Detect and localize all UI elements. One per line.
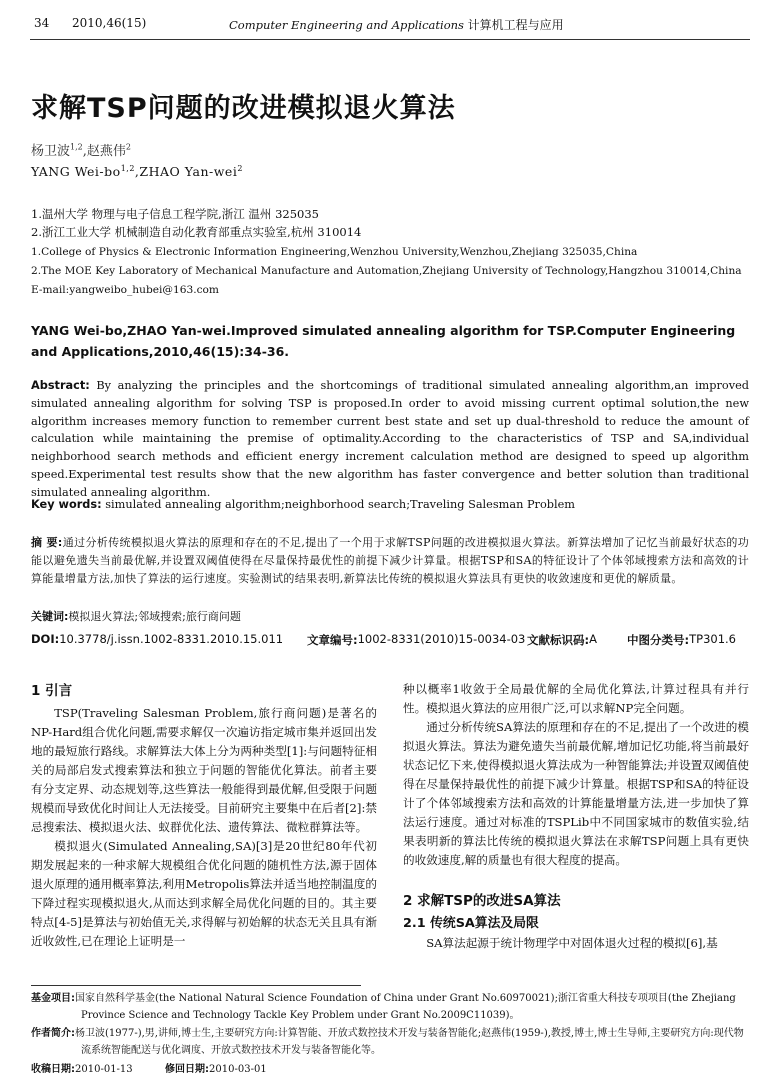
author-1-en-sup: 1,2	[120, 164, 135, 173]
journal-name-en: Computer Engineering and Applications	[229, 18, 464, 32]
body-paragraph: 模拟退火(Simulated Annealing,SA)[3]是20世纪80年代初期发展起来的一种求解大规模组合优化问题的随机性方法,源于固体退火原理的通用概率算法,利用Metropolis算法并适当地控制温度的下降过程实现模拟退火,从而达到求解全局优化问题的目的。其主要特点[4-5]是算法与初始值无关,求得解与初始解的状态无关且具有渐近收敛性,已在理论上证明是一	[31, 839, 377, 948]
footnote-bio	[31, 1025, 749, 1059]
affiliation-1-cn: 1.温州大学 物理与电子信息工程学院,浙江 温州 325035	[31, 207, 319, 221]
keywords-label: Key words:	[31, 498, 102, 511]
abstract-cn	[31, 534, 749, 587]
footnote-funding	[31, 990, 749, 1024]
affiliation-1-en: 1.College of Physics & Electronic Information Engineering,Wenzhou University,Wenzhou,Zhejiang 325035,China	[31, 246, 638, 258]
article-number-value: 1002-8331(2010)15-0034-03	[357, 632, 526, 646]
header-rule	[30, 39, 750, 40]
affiliation-2-cn: 2.浙江工业大学 机械制造自动化教育部重点实验室,杭州 310014	[31, 225, 362, 239]
issue-info: 2010,46(15)	[72, 16, 147, 30]
article-number	[307, 632, 526, 648]
keywords-cn-label: 关键词:	[31, 610, 69, 623]
bio-value: 杨卫波(1977-),男,讲师,博士生,主要研究方向:计算智能、开放式数控技术开发与装备智能化;赵燕伟(1959-),教授,博士,博士生导师,主要研究方向:现代物流系统智能配送与优化调度、开放式数控技术开发与装备智能化等。	[75, 1028, 744, 1056]
journal-name	[229, 16, 564, 33]
article-number-label: 文章编号:	[307, 633, 358, 647]
footnote-rule	[31, 985, 361, 986]
funding-label: 基金项目:	[31, 993, 75, 1004]
author-2-cn: ,赵燕伟	[82, 144, 126, 159]
author-2-en: ,ZHAO Yan-wei	[134, 164, 238, 180]
running-head	[34, 12, 746, 38]
body-column-left	[31, 680, 377, 951]
author-1-en: YANG Wei-bo	[31, 164, 121, 180]
revised-date: 2010-03-01	[209, 1064, 267, 1075]
abstract-cn-label: 摘 要:	[31, 536, 63, 549]
doi-value: 10.3778/j.issn.1002-8331.2010.15.011	[59, 632, 284, 646]
author-1-cn: 杨卫波	[31, 144, 71, 159]
bio-label: 作者简介:	[31, 1028, 75, 1039]
document-code	[527, 632, 597, 648]
section-2-heading: 2 求解TSP的改进SA算法	[403, 893, 561, 909]
keywords-text: simulated annealing algorithm;neighborhood search;Traveling Salesman Problem	[105, 498, 576, 511]
meta-line	[31, 632, 749, 650]
bio-text	[31, 1025, 749, 1059]
body-paragraph: 通过分析传统SA算法的原理和存在的不足,提出了一个改进的模拟退火算法。算法为避免遗失当前最优解,增加记忆功能,将当前最好状态记忆下来,使得模拟退火算法成为一种智能算法;并设置双阈值使得在尽量保持最优性的前提下减少计算量。根据TSP和SA的特征设计了个体邻域搜索方法和高效的计算能量增量方法,进一步加快了算法运行速度。通过对标准的TSPLib中不同国家城市的数值实验,结果表明新的算法比传统的模拟退火算法在求解TSP问题上具有更快的收敛速度,解的质量也有很大程度的提高。	[403, 720, 749, 867]
section-gap	[403, 870, 749, 890]
affiliation-2-en: 2.The MOE Key Laboratory of Mechanical Manufacture and Automation,Zhejiang University of Technology,Hangzhou 310014,China	[31, 265, 742, 277]
received-date: 2010-01-13	[75, 1064, 133, 1075]
citation: YANG Wei-bo,ZHAO Yan-wei.Improved simulated annealing algorithm for TSP.Computer Engineering and Applications,2010,46(15):34-36.	[31, 323, 736, 359]
document-code-label: 文献标识码:	[527, 633, 590, 647]
body-column-right	[403, 680, 749, 953]
author-email: E-mail:yangweibo_hubei@163.com	[31, 284, 219, 296]
keywords-cn-text: 模拟退火算法;邻域搜索;旅行商问题	[68, 610, 241, 623]
received-label: 收稿日期:	[31, 1064, 75, 1075]
body-paragraph: TSP(Traveling Salesman Problem,旅行商问题)是著名的NP-Hard组合优化问题,需要求解仅一次遍访指定城市集并返回出发地的最短旅行路线。求解算法大体上分为两种类型[1]:与问题特征相关的局部启发式搜索算法和独立于问题的智能优化算法。前者主要有分支定界、动态规划等,这些算法一般能得到最优解,但受限于问题规模而导致优化时间让人无法接受。目前研究主要集中在后者[2]:禁忌搜索法、模拟退火法、蚁群优化法、遗传算法、微粒群算法等。	[31, 706, 377, 834]
clc-label: 中图分类号:	[627, 633, 690, 647]
paper-title: 求解TSP问题的改进模拟退火算法	[31, 93, 456, 124]
doi	[31, 632, 284, 646]
journal-name-cn: 计算机工程与应用	[467, 18, 564, 32]
section-1-heading: 1 引言	[31, 683, 73, 699]
author-2-cn-sup: 2	[125, 142, 131, 152]
clc-value: TP301.6	[689, 632, 736, 646]
keywords-cn	[31, 608, 241, 624]
abstract-en	[31, 377, 749, 502]
keywords-en	[31, 498, 749, 511]
abstract-cn-text: 通过分析传统模拟退火算法的原理和存在的不足,提出了一个用于求解TSP问题的改进模拟退火算法。新算法增加了记忆当前最好状态的功能以避免遗失当前最优解,并设置双阈值使得在尽量保持最优性的前提下减少计算量。根据TSP和SA的特征设计了个体邻域搜索方法和高效的计算能量增量方法,加快了算法的运行速度。实验测试的结果表明,新算法比传统的模拟退火算法具有更快的收敛速度和更优的解质量。	[31, 536, 749, 585]
funding-value: 国家自然科学基金(the National Natural Science Foundation of China under Grant No.60970021);浙江省重大科技专项项目(the Zhejiang Province Science and Technology Tackle Key Problem under Grant No.2009C11039)。	[75, 993, 736, 1021]
authors-cn	[31, 140, 131, 159]
body-paragraph: SA算法起源于统计物理学中对固体退火过程的模拟[6],基	[426, 936, 718, 950]
page-number: 34	[34, 16, 50, 30]
clc-number	[627, 632, 736, 648]
section-2-1-heading: 2.1 传统SA算法及局限	[403, 916, 539, 931]
footnote-dates	[31, 1061, 749, 1078]
author-1-cn-sup: 1,2	[70, 142, 83, 152]
document-code-value: A	[589, 632, 597, 646]
funding-text	[31, 990, 749, 1024]
body-paragraph: 种以概率1收敛于全局最优解的全局优化算法,计算过程具有并行性。模拟退火算法的应用很广泛,可以求解NP完全问题。	[403, 682, 749, 715]
revised-label: 修回日期:	[165, 1064, 210, 1075]
doi-label: DOI:	[31, 632, 60, 646]
authors-en	[31, 164, 243, 179]
author-2-en-sup: 2	[237, 164, 243, 173]
abstract-label: Abstract:	[31, 379, 90, 392]
abstract-text: By analyzing the principles and the shortcomings of traditional simulated annealing algorithm,an improved simulated annealing algorithm for solving TSP is proposed.In order to avoid missing current optimal solution,the new algorithm increases memory function to remember current best state and set up dual-threshold to reduce the amount of calculation while maintaining the premise of optimality.According to the characteristics of TSP and SA,individual neighborhood search methods and efficient energy increment calculation method are designed to speed up algorithm speed.Experimental test results show that the new algorithm has faster convergence and better solution than traditional simulated annealing algorithm.	[31, 379, 750, 499]
